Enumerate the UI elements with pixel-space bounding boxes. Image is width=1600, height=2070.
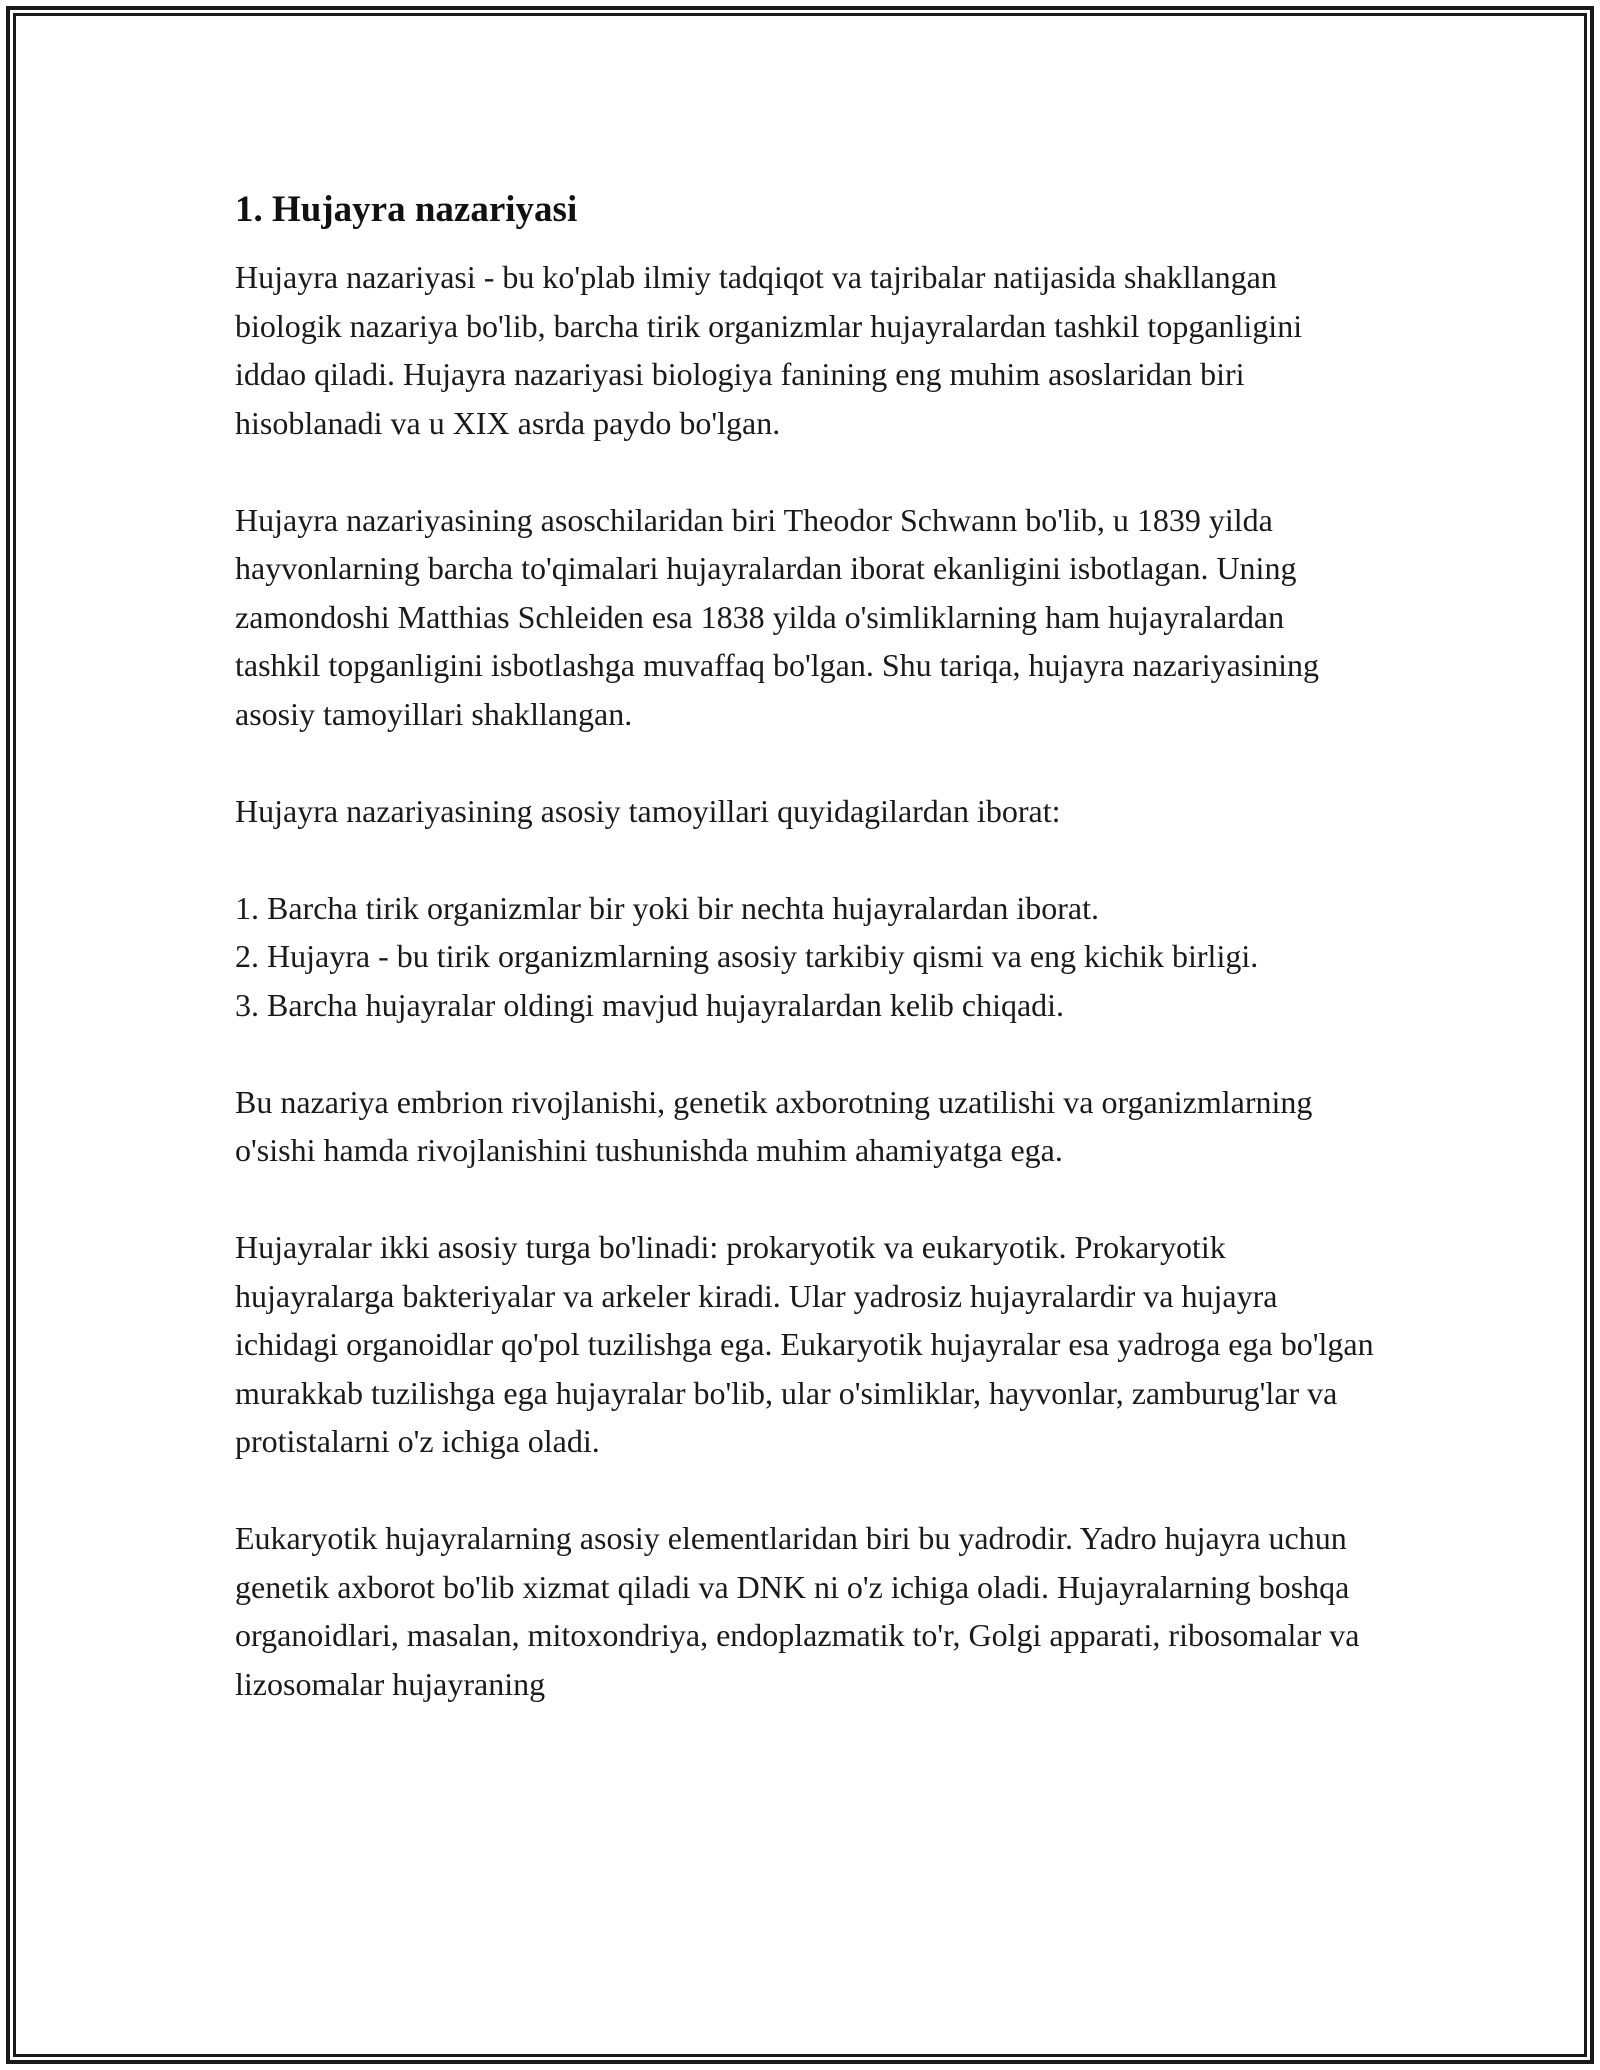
document-body — [235, 185, 1375, 1757]
paragraph-eukaryotic-elements: Eukaryotik hujayralarning asosiy elementlaridan biri bu yadrodir. Yadro hujayra uchun genetik axborot bo'lib xizmat qiladi va DNK ni o'z ichiga oladi. Hujayralarning boshqa organoidlari, masalan, mitoxondriya, endoplazmatik to'r, Golgi apparati, ribosomalar va lizosomalar hujayraning — [235, 1520, 1360, 1702]
list-item: 3. Barcha hujayralar oldingi mavjud hujayralardan kelib chiqadi. — [235, 986, 1065, 1023]
paragraph-principles-intro: Hujayra nazariyasining asosiy tamoyillari quyidagilardan iborat: — [235, 792, 1061, 829]
principles-list — [235, 884, 1375, 1030]
paragraph-cell-types: Hujayralar ikki asosiy turga bo'linadi: prokaryotik va eukaryotik. Prokaryotik hujayralarga bakteriyalar va arkeler kiradi. Ular yadrosiz hujayralardir va hujayra ichidagi organoidlar qo'pol tuzilishga ega. Eukaryotik hujayralar esa yadroga ega bo'lgan murakkab tuzilishga ega hujayralar bo'lib, ular o'simliklar, hayvonlar, zamburug'lar va protistalarni o'z ichiga oladi. — [235, 1229, 1374, 1459]
section-heading: 1. Hujayra nazariyasi — [235, 189, 578, 230]
list-item: 1. Barcha tirik organizmlar bir yoki bir nechta hujayralardan iborat. — [235, 889, 1099, 926]
paragraph-definition: Hujayra nazariyasi - bu ko'plab ilmiy tadqiqot va tajribalar natijasida shakllangan biologik nazariya bo'lib, barcha tirik organizmlar hujayralardan tashkil topganligini iddao qiladi. Hujayra nazariyasi biologiya fanining eng muhim asoslaridan biri hisoblanadi va u XIX asrda paydo bo'lgan. — [235, 259, 1303, 441]
paragraph-founders: Hujayra nazariyasining asoschilaridan biri Theodor Schwann bo'lib, u 1839 yilda hayvonlarning barcha to'qimalari hujayralardan iborat ekanligini isbotlagan. Uning zamondoshi Matthias Schleiden esa 1838 yilda o'simliklarning ham hujayralardan tashkil topganligini isbotlashga muvaffaq bo'lgan. Shu tariqa, hujayra nazariyasining asosiy tamoyillari shakllangan. — [235, 501, 1320, 732]
paragraph-significance: Bu nazariya embrion rivojlanishi, genetik axborotning uzatilishi va organizmlarning o'sishi hamda rivojlanishini tushunishda muhim ahamiyatga ega. — [235, 1083, 1313, 1168]
list-item: 2. Hujayra - bu tirik organizmlarning asosiy tarkibiy qismi va eng kichik birligi. — [235, 938, 1259, 974]
